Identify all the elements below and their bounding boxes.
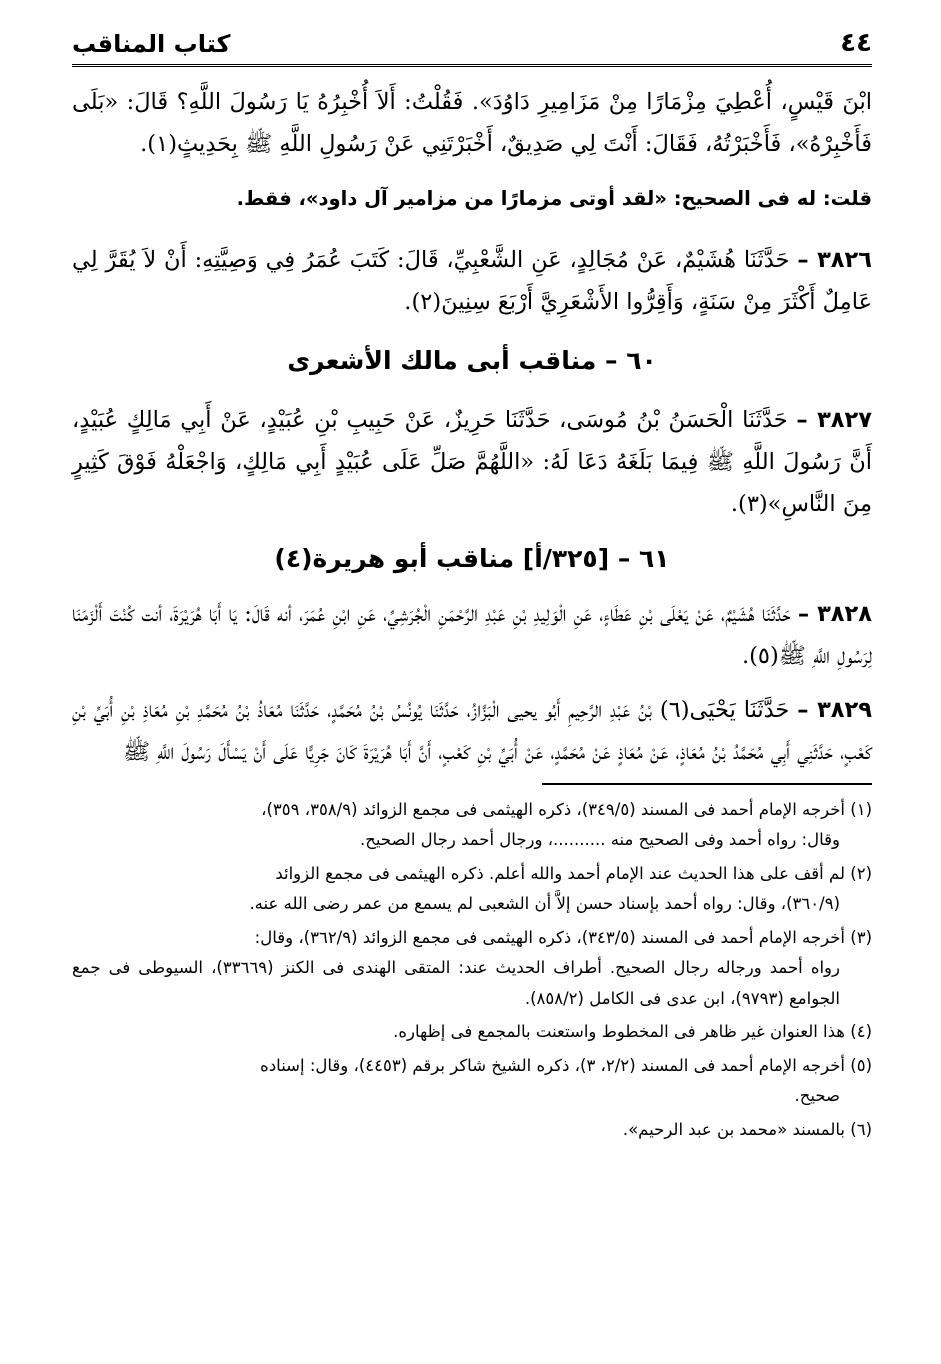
author-note	[72, 179, 872, 219]
footnote-item	[72, 923, 872, 1015]
book-title: كتاب المناقب	[72, 30, 231, 58]
footnote-continuation: (٣٦٠/٩)، وقال: رواه أحمد بإسناد حسن إلاَّ أن الشعبى لم يسمع من عمر رضى الله عنه.	[249, 894, 840, 913]
page-number: ٤٤	[840, 28, 872, 58]
hadith-number: ٣٨٢٨ –	[797, 600, 872, 627]
page-header	[72, 20, 872, 67]
note-text: له فى الصحيح: «لقد أوتى مزمارًا من مزامير آل داود»، فقط.	[236, 187, 817, 210]
footnote-item	[72, 1115, 872, 1146]
hadith-text: حَدَّثَنَا هُشَيْمٌ، عَنْ يَعْلَى بْنِ عَطَاءٍ، عَنِ الْوَلِيدِ بْنِ عَبْدِ الرَّحْمَنِ الْجُرَشِيِّ، عَنِ ابْنِ عُمَرَ، أنه قَالَ: يَا أَبَا هُرَيْرَةَ، أنت كُنْتَ أَلْزَمَنَا لِرَسُولِ اللَّهِ ﷺ(٥).	[72, 600, 872, 669]
section-heading-60: ٦٠ – مناقب أبى مالك الأشعرى	[287, 345, 657, 375]
footnote-continuation: وقال: رواه أحمد وفى الصحيح منه ..........، ورجال أحمد رجال الصحيح.	[359, 830, 840, 849]
footnote-item	[72, 1051, 872, 1112]
note-lead: قلت:	[822, 187, 872, 210]
footnote-first-line: (٤) هذا العنوان غير ظاهر فى المخطوط واستعنت بالمجمع فى إظهاره.	[393, 1022, 872, 1041]
footnote-item	[72, 795, 872, 856]
hadith-number: ٣٨٢٧ –	[796, 406, 872, 433]
footnote-separator	[542, 783, 872, 785]
hadith-3829	[72, 689, 872, 773]
hadith-text: حَدَّثَنَا يَحْيَى(٦) بْنُ عَبْدِ الرَّحِيمِ أَبُو يحيى الْبَزَّازُ، حَدَّثَنَا يُونُسُ بْنُ مُحَمَّدٍ، حَدَّثَنَا مُعَاذُ بْنُ مُحَمَّدِ بْنِ مُعَاذِ بْنِ أُبَيِّ بْنِ كَعْبٍ، حَدَّثَنِي أَبِي مُحَمَّدُ بْنُ مُعَاذٍ، عَنْ مُعَاذٍ عَنْ مُحَمَّدٍ، عَنْ أُبَيِّ بْنِ كَعْبٍ، أَنَّ أَبَا هُرَيْرَةَ كَانَ جَرِيًّا عَلَى أَنْ يَسْأَلَ رَسُولَ اللَّهِ ﷺ	[72, 696, 872, 765]
paragraph-continuation: ابْنَ قَيْسٍ، أُعْطِيَ مِزْمَارًا مِنْ مَزَامِيرِ دَاوُدَ». فَقُلْتُ: أَلاَ أُخْبِرُهُ يَا رَسُولَ اللَّهِ؟ قَالَ: «بَلَى فَأَخْبِرْهُ»، فَأَخْبَرْتُهُ، فَقَالَ: أَنْتَ لِي صَدِيقٌ، أَخْبَرْتَنِي عَنْ رَسُولِ اللَّهِ ﷺ بِحَدِيثٍ(١).	[72, 89, 872, 157]
hadith-3828	[72, 593, 872, 677]
document-page	[72, 20, 872, 1162]
footnote-first-line: (٥) أخرجه الإمام أحمد فى المسند (٢/٢، ٣)، ذكره الشيخ شاكر برقم (٤٤٥٣)، وقال: إسناده	[260, 1055, 872, 1075]
footnote-item	[72, 1017, 872, 1048]
section-heading-61: ٦١ – [٣٢٥/أ] مناقب أبو هريرة(٤)	[274, 543, 670, 573]
hadith-text: حَدَّثَنَا الْحَسَنُ بْنُ مُوسَى، حَدَّثَنَا حَرِيزٌ، عَنْ حَبِيبِ بْنِ عُبَيْدٍ، عَنْ أَبِي مَالِكٍ عُبَيْدٍ، أَنَّ رَسُولَ اللَّهِ ﷺ فِيمَا بَلَغَهُ دَعَا لَهُ: «اللَّهُمَّ صَلِّ عَلَى عُبَيْدٍ أَبِي مَالِكٍ، وَاجْعَلْهُ فَوْقَ كَثِيرٍ مِنَ النَّاسِ»(٣).	[72, 406, 872, 517]
hadith-text: حَدَّثَنَا هُشَيْمٌ، عَنْ مُجَالِدٍ، عَنِ الشَّعْبِيِّ، قَالَ: كَتَبَ عُمَرُ فِي وَصِيَّتِهِ: أَنْ لاَ يُقَرَّ لِي عَامِلٌ أَكْثَرَ مِنْ سَنَةٍ، وَأَقِرُّوا الأَشْعَرِيَّ أَرْبَعَ سِنِينَ(٢).	[72, 246, 872, 315]
footnote-first-line: (٢) لم أقف على هذا الحديث عند الإمام أحمد والله أعلم. ذكره الهيثمى فى مجمع الزوائد	[275, 863, 872, 883]
footnotes-list	[72, 795, 872, 1146]
footnote-item	[72, 859, 872, 920]
footnote-first-line: (١) أخرجه الإمام أحمد فى المسند (٣٤٩/٥)، ذكره الهيثمى فى مجمع الزوائد (٣٥٨/٩، ٣٥٩)،	[261, 799, 872, 819]
hadith-number: ٣٨٢٦ –	[797, 246, 873, 273]
hadith-3827	[72, 399, 872, 525]
footnote-continuation: صحيح.	[794, 1086, 840, 1105]
footnote-continuation: رواه أحمد ورجاله رجال الصحيح. أطراف الحديث عند: المتقى الهندى فى الكنز (٣٣٦٦٩)، السيوطى فى جمع الجوامع (٩٧٩٣)، ابن عدى فى الكامل (٨٥٨/٢).	[72, 958, 840, 1008]
footnote-first-line: (٣) أخرجه الإمام أحمد فى المسند (٣٤٣/٥)، ذكره الهيثمى فى مجمع الزوائد (٣٦٢/٩)، وقال:	[254, 927, 872, 947]
hadith-3826	[72, 239, 872, 323]
footnote-first-line: (٦) بالمسند «محمد بن عبد الرحيم».	[622, 1119, 872, 1139]
hadith-number: ٣٨٢٩ –	[797, 696, 872, 723]
